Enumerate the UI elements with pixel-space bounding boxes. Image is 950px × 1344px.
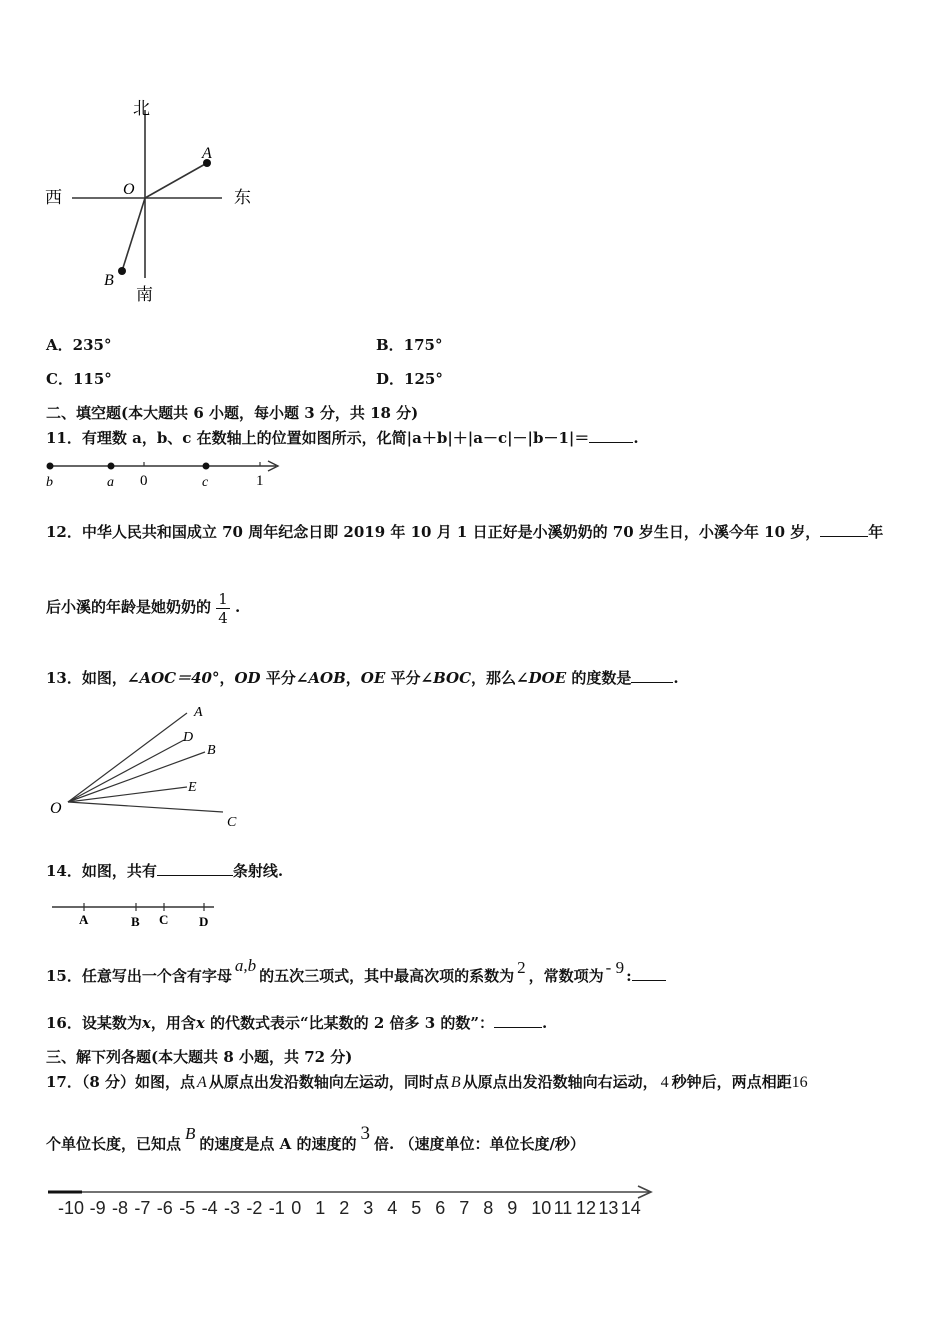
- ray-oa: [145, 163, 207, 198]
- q15-text: [46, 956, 666, 986]
- q17-sec: 4: [660, 1074, 669, 1091]
- q17-number-line: [46, 1182, 666, 1222]
- q13-text: [46, 668, 679, 688]
- q17-line1-c: 从原点出发沿数轴向右运动，: [462, 1073, 658, 1091]
- section3-title: 三、解下列各题(本大题共 8 小题，共 72 分): [46, 1048, 353, 1066]
- q15-const: - 9: [605, 958, 625, 977]
- q17-tick-label: -6: [156, 1198, 173, 1218]
- q16-suffix: 的代数式表示“比某数的 2 倍多 3 的数”：: [204, 1014, 495, 1032]
- q14-text: [46, 861, 283, 881]
- origin-label: O: [123, 181, 135, 198]
- q13-expr4: OE: [360, 669, 386, 687]
- q11-stem: 11．有理数 a，b、c 在数轴上的位置如图所示，化简|a＋b|＋|a－c|－|b－1|＝: [46, 429, 590, 447]
- q13-expr6: ∠DOE: [516, 669, 567, 687]
- south-label: 南: [136, 285, 153, 305]
- q11-number-line: [44, 456, 289, 492]
- option-a[interactable]: A．235°: [46, 336, 112, 354]
- q14-suffix: 条射线.: [232, 862, 284, 880]
- q17-line1-b: 从原点出发沿数轴向左运动，同时点: [208, 1073, 449, 1091]
- q13-comma2: ，: [345, 669, 361, 687]
- q17-line1-a: 17．（8 分）如图，点: [46, 1073, 196, 1091]
- q13-label-d: D: [183, 730, 194, 745]
- q15-mid2: ，常数项为: [528, 967, 604, 985]
- q14-line-diagram: [48, 898, 228, 932]
- q17-var-b2: B: [185, 1124, 196, 1143]
- east-label: 东: [234, 188, 251, 208]
- q13-prefix: 13．如图，: [46, 669, 127, 687]
- q17-tick-label: -9: [89, 1198, 106, 1218]
- q17-tick-label: 6: [435, 1198, 446, 1218]
- section2-title: 二、填空题(本大题共 6 小题，每小题 3 分，共 18 分): [46, 404, 419, 422]
- q17-tick-label: 2: [339, 1198, 350, 1218]
- q17-line1-d: 秒钟后，两点相距: [671, 1073, 792, 1091]
- q13-label-a: A: [194, 705, 203, 720]
- q15-end: :: [626, 967, 632, 985]
- q14-label-c: C: [159, 912, 169, 927]
- q15-coef: 2: [517, 958, 526, 977]
- option-d[interactable]: D．125°: [376, 370, 443, 388]
- compass-diagram: [40, 90, 270, 315]
- option-c[interactable]: C．115°: [46, 370, 112, 388]
- q11-label-c: c: [202, 475, 209, 490]
- q17-line1: [46, 1072, 808, 1093]
- q17-tick-label: -10: [58, 1198, 85, 1218]
- q13-expr3: ∠AOB: [295, 669, 346, 687]
- q17-tick-label: -3: [224, 1198, 241, 1218]
- q11-dot-a: [108, 463, 115, 470]
- q11-blank[interactable]: [589, 428, 633, 443]
- q17-line2-a: 个单位长度，已知点: [46, 1135, 182, 1153]
- q13-label-o: O: [50, 800, 62, 817]
- q17-line2-b: 的速度是点 A 的速度的: [199, 1135, 357, 1153]
- point-b-label: B: [104, 272, 114, 289]
- west-label: 西: [45, 188, 62, 208]
- q13-label-c: C: [227, 815, 237, 830]
- q13-expr5: ∠BOC: [420, 669, 472, 687]
- q17-tick-label: -4: [201, 1198, 218, 1218]
- q13-suffix: 的度数是: [566, 669, 632, 687]
- q17-tick-label: 3: [363, 1198, 374, 1218]
- q13-end: .: [673, 669, 679, 687]
- q11-label-b: b: [46, 475, 53, 490]
- q17-tick-label: 5: [411, 1198, 422, 1218]
- q16-mid: ，用含: [150, 1014, 196, 1032]
- ray-ob: [122, 198, 145, 271]
- q17-dist: 16: [791, 1074, 808, 1091]
- q11-text: [46, 428, 639, 448]
- option-b[interactable]: B．175°: [376, 336, 443, 354]
- q16-x2: x: [195, 1014, 205, 1032]
- q16-prefix: 16．设某数为: [46, 1014, 142, 1032]
- q16-x1: x: [141, 1014, 151, 1032]
- q17-tick-label: -5: [179, 1198, 196, 1218]
- q13-expr2: OD: [234, 669, 261, 687]
- q16-text: [46, 1013, 547, 1033]
- q17-tick-label: 8: [483, 1198, 494, 1218]
- q17-tick-label: 9: [507, 1198, 518, 1218]
- q13-label-b: B: [207, 743, 216, 758]
- q17-tick-label: 10: [531, 1198, 552, 1218]
- q13-mid3: ，那么: [471, 669, 517, 687]
- q17-line2: [46, 1123, 585, 1154]
- q13-angle-diagram: [44, 700, 254, 835]
- q13-comma1: ，: [219, 669, 235, 687]
- q14-label-a: A: [79, 912, 89, 927]
- q14-label-b: B: [131, 914, 140, 929]
- q12-frac-den: 4: [218, 608, 228, 627]
- q14-stem: 14．如图，共有: [46, 862, 157, 880]
- q17-line2-c: 倍. （速度单位：单位长度/秒）: [374, 1135, 585, 1153]
- q14-blank[interactable]: [157, 861, 233, 876]
- q17-var-a: A: [197, 1074, 207, 1091]
- q11-end: .: [633, 429, 639, 447]
- ray-oc-13: [68, 802, 223, 812]
- north-label: 北: [133, 99, 150, 119]
- q15-blank[interactable]: [632, 966, 666, 981]
- q12-line1: [46, 522, 883, 542]
- q11-label-one: 1: [256, 473, 264, 489]
- q12-line2-text: 后小溪的年龄是她奶奶的: [46, 598, 212, 616]
- q17-var-b: B: [450, 1074, 461, 1091]
- q17-tick-label: 14: [620, 1198, 641, 1218]
- q14-label-d: D: [199, 914, 209, 929]
- q15-stem: 15．任意写出一个含有字母: [46, 967, 232, 985]
- q12-line1-end: 年: [868, 523, 884, 541]
- q17-tick-label: 13: [598, 1198, 619, 1218]
- q12-blank[interactable]: [820, 522, 868, 537]
- q17-tick-label: 7: [459, 1198, 470, 1218]
- q13-mid2: 平分: [385, 669, 421, 687]
- ray-od-13: [68, 740, 184, 802]
- q17-axis-labels: [58, 1198, 641, 1218]
- q11-dot-c: [203, 463, 210, 470]
- q11-label-zero: 0: [140, 473, 148, 489]
- q11-dot-b: [47, 463, 54, 470]
- q12-fraction: [216, 590, 230, 627]
- q13-expr1: ∠AOC＝40°: [126, 669, 220, 687]
- q17-tick-label: -2: [246, 1198, 263, 1218]
- q11-label-a: a: [107, 475, 114, 490]
- q12-line2: [46, 587, 240, 627]
- q13-blank[interactable]: [631, 668, 673, 683]
- q15-vars: a,b: [234, 956, 257, 975]
- q13-mid1: 平分: [260, 669, 296, 687]
- q12-stem: 12．中华人民共和国成立 70 周年纪念日即 2019 年 10 月 1 日正好是小溪奶奶的 70 岁生日，小溪今年 10 岁，: [46, 523, 821, 541]
- q15-mid: 的五次三项式，其中最高次项的系数为: [259, 967, 515, 985]
- q13-label-e: E: [188, 780, 197, 795]
- point-a-label: A: [202, 145, 212, 162]
- point-b-dot: [118, 267, 126, 275]
- q17-tick-label: 11: [553, 1198, 573, 1218]
- q17-tick-label: 0: [291, 1198, 302, 1218]
- q17-tick-label: 4: [387, 1198, 398, 1218]
- q17-tick-label: 1: [315, 1198, 326, 1218]
- q17-ratio: 3: [360, 1123, 370, 1144]
- q16-blank[interactable]: [494, 1013, 542, 1028]
- q12-end: .: [235, 598, 241, 616]
- q17-tick-label: -7: [134, 1198, 151, 1218]
- q17-tick-label: -8: [112, 1198, 129, 1218]
- q12-frac-num: 1: [218, 589, 228, 608]
- ray-ob-13: [68, 752, 205, 802]
- q17-tick-label: -1: [268, 1198, 285, 1218]
- q16-end: .: [542, 1014, 548, 1032]
- q17-tick-label: 12: [576, 1198, 597, 1218]
